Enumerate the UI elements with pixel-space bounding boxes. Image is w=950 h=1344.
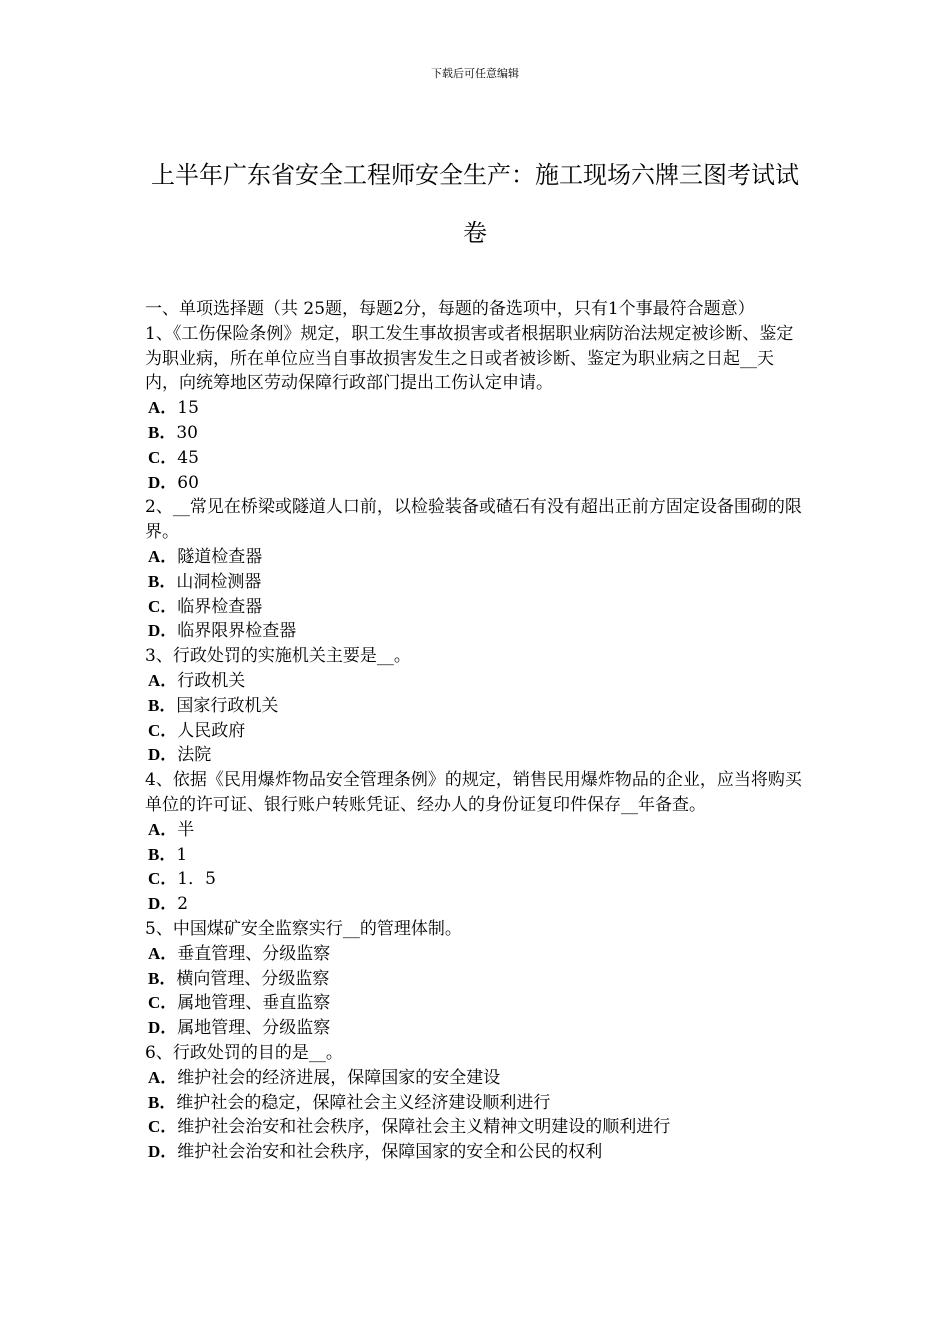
option-letter: C． [148, 447, 178, 467]
option-text: 2 [177, 894, 189, 915]
option-text: 属地管理、分级监察 [177, 1018, 331, 1039]
option-text: 法院 [177, 745, 212, 766]
option-text: 横向管理、分级监察 [176, 968, 330, 989]
header-note: 下载后可任意编辑 [431, 67, 519, 80]
option-letter: A． [148, 546, 178, 566]
option-letter: B． [148, 422, 177, 442]
option-letter: B． [148, 571, 177, 591]
option-list [145, 1066, 807, 1165]
question-text: 4、依据《民用爆炸物品安全管理条例》的规定，销售民用爆炸物品的企业，应当将购买单位的许可证、银行账户转账凭证、经办人的身份证复印件保存__年备查。 [145, 770, 802, 815]
option-item [145, 1066, 807, 1091]
option-letter: B． [148, 844, 177, 864]
option-text: 人民政府 [177, 720, 246, 741]
option-item [145, 595, 807, 620]
option-item [145, 942, 807, 967]
question-text: 6、行政处罚的目的是__。 [145, 1042, 343, 1063]
option-letter: C． [148, 1117, 178, 1137]
question-5 [145, 917, 807, 1041]
option-letter: A． [148, 1067, 178, 1087]
option-item [145, 471, 807, 496]
option-text: 属地管理、垂直监察 [177, 993, 331, 1014]
option-letter: A． [148, 943, 178, 963]
option-item [145, 743, 807, 768]
option-item [145, 1140, 807, 1165]
option-letter: C． [148, 720, 178, 740]
option-text: 维护社会治安和社会秩序，保障社会主义精神文明建设的顺利进行 [177, 1117, 671, 1138]
option-text: 维护社会的稳定，保障社会主义经济建设顺利进行 [176, 1092, 551, 1113]
option-text: 维护社会治安和社会秩序，保障国家的安全和公民的权利 [177, 1142, 603, 1163]
option-letter: B． [148, 695, 177, 715]
option-text: 垂直管理、分级监察 [177, 943, 331, 964]
option-list [145, 942, 807, 1041]
option-item [145, 892, 807, 917]
option-item [145, 719, 807, 744]
option-text: 维护社会的经济进展，保障国家的安全建设 [177, 1067, 501, 1088]
option-list [145, 545, 807, 644]
option-text: 临界限界检查器 [177, 621, 297, 642]
option-text: 临界检查器 [177, 596, 263, 617]
document-body [145, 297, 807, 1165]
option-item [145, 867, 807, 892]
section-heading: 一、单项选择题（共 25题，每题2分，每题的备选项中，只有1个事最符合题意） [145, 299, 755, 319]
option-letter: D． [148, 472, 178, 492]
question-list [145, 322, 807, 1165]
question-3 [145, 644, 807, 768]
option-text: 半 [177, 819, 195, 840]
option-text: 60 [177, 472, 199, 493]
option-letter: C． [148, 596, 178, 616]
option-item [145, 446, 807, 471]
question-text: 3、行政处罚的实施机关主要是__。 [145, 646, 411, 667]
option-item [145, 545, 807, 570]
option-text: 国家行政机关 [176, 695, 279, 716]
option-list [145, 669, 807, 768]
option-letter: A． [148, 670, 178, 690]
question-text: 5、中国煤矿安全监察实行__的管理体制。 [145, 918, 462, 939]
option-letter: C． [148, 869, 178, 889]
option-item [145, 843, 807, 868]
page-title: 上半年广东省安全工程师安全生产：施工现场六牌三图考试试卷 [151, 161, 799, 247]
option-item [145, 570, 807, 595]
question-4 [145, 768, 807, 917]
option-list [145, 818, 807, 917]
option-list [145, 396, 807, 495]
option-letter: D． [148, 1142, 178, 1162]
option-item [145, 1115, 807, 1140]
option-item [145, 396, 807, 421]
option-letter: B． [148, 1092, 177, 1112]
option-letter: D． [148, 621, 178, 641]
option-item [145, 1091, 807, 1116]
question-6 [145, 1041, 807, 1165]
option-text: 隧道检查器 [177, 546, 263, 567]
option-letter: D． [148, 745, 178, 765]
option-letter: C． [148, 993, 178, 1013]
option-item [145, 669, 807, 694]
option-text: 1 [176, 844, 188, 865]
option-text: 行政机关 [177, 670, 246, 691]
option-text: 45 [177, 447, 199, 468]
option-text: 山洞检测器 [176, 571, 262, 592]
option-letter: D． [148, 1018, 178, 1038]
option-text: 1．5 [177, 869, 216, 890]
option-text: 15 [177, 398, 199, 419]
question-text: 2、__常见在桥梁或隧道人口前，以检验装备或碴石有没有超出正前方固定设备围砌的限界。 [145, 497, 802, 543]
question-2 [145, 495, 807, 644]
option-letter: B． [148, 968, 177, 988]
question-1 [145, 322, 807, 496]
option-item [145, 991, 807, 1016]
option-item [145, 818, 807, 843]
option-text: 30 [176, 422, 198, 443]
option-letter: D． [148, 894, 178, 914]
option-item [145, 694, 807, 719]
option-item [145, 1016, 807, 1041]
option-letter: A． [148, 398, 178, 418]
question-text: 1、《工伤保险条例》规定，职工发生事故损害或者根据职业病防治法规定被诊断、鉴定为职业病，所在单位应当自事故损害发生之日或者被诊断、鉴定为职业病之日起__天内，向统筹地区劳动保障行政部门提出工伤认定申请。 [145, 323, 794, 394]
option-item [145, 619, 807, 644]
option-item [145, 967, 807, 992]
option-letter: A． [148, 819, 178, 839]
option-item [145, 421, 807, 446]
